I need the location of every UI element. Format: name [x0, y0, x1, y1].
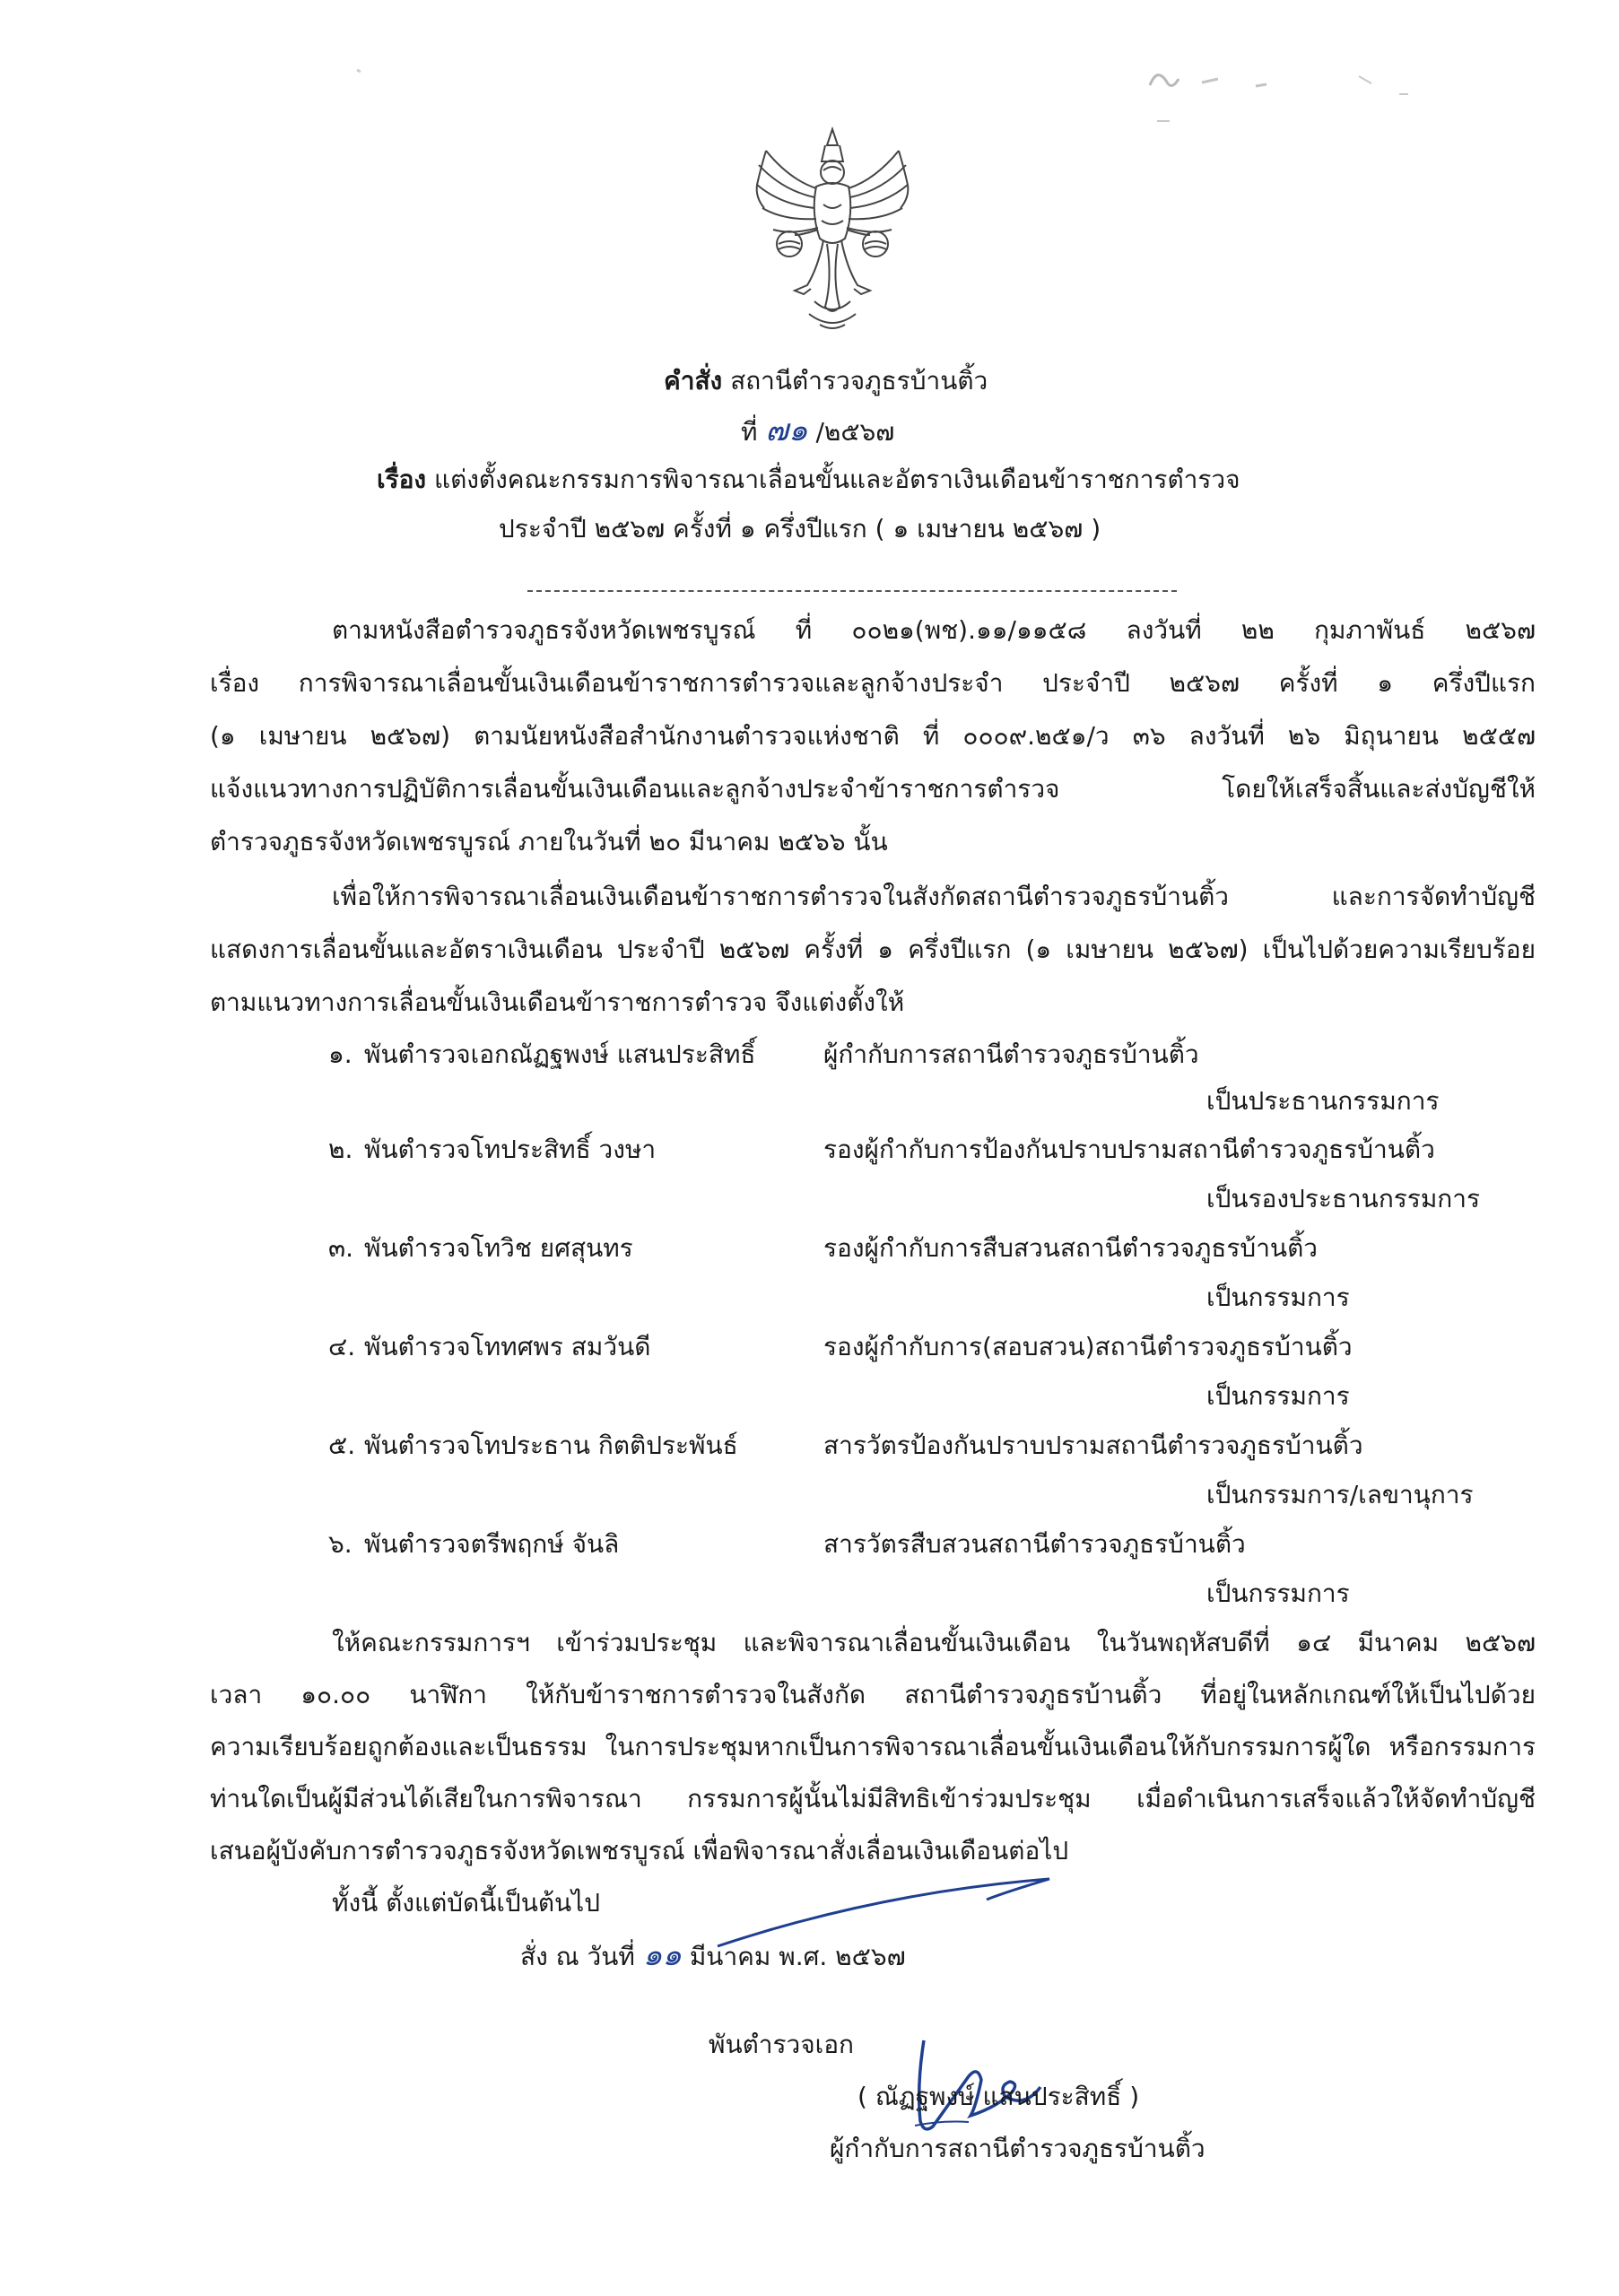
para1-line-5: ตำรวจภูธรจังหวัดเพชรบูรณ์ ภายในวันที่ ๒๐ มีนาคม ๒๕๖๖ นั้น	[210, 827, 888, 857]
member-role: เป็นกรรมการ	[1206, 1283, 1350, 1312]
garuda-emblem-icon	[752, 126, 913, 332]
member-position: รองผู้กำกับการสืบสวนสถานีตำรวจภูธรบ้านติ้ว	[823, 1233, 1318, 1263]
member-role: เป็นรองประธานกรรมการ	[1206, 1184, 1481, 1213]
member-position: สารวัตรสืบสวนสถานีตำรวจภูธรบ้านติ้ว	[823, 1529, 1246, 1559]
para3-line-2: เวลา ๑๐.๐๐ นาฬิกา ให้กับข้าราชการตำรวจในสังกัด สถานีตำรวจภูธรบ้านติ้ว ที่อยู่ในหลักเกณฑ์ให้เป็นไปด้วย	[210, 1680, 1536, 1709]
member-number: ๓.	[328, 1233, 354, 1263]
para2-line-3: ตามแนวทางการเลื่อนขั้นเงินเดือนข้าราชการตำรวจ จึงแต่งตั้งให้	[210, 987, 905, 1017]
member-role: เป็นกรรมการ/เลขานุการ	[1206, 1480, 1474, 1509]
member-position: ผู้กำกับการสถานีตำรวจภูธรบ้านติ้ว	[823, 1039, 1199, 1069]
order-number-prefix: ที่	[741, 417, 758, 447]
member-name: พันตำรวจเอกณัฏฐพงษ์ แสนประสิทธิ์	[364, 1039, 756, 1069]
order-date-handwritten: ๑๑	[642, 1937, 682, 1973]
order-date-prefix: สั่ง ณ วันที่	[520, 1942, 635, 1971]
member-name: พันตำรวจโทวิช ยศสุนทร	[364, 1233, 633, 1263]
member-position: รองผู้กำกับการ(สอบสวน)สถานีตำรวจภูธรบ้านติ้ว	[823, 1332, 1353, 1361]
member-name: พันตำรวจตรีพฤกษ์ จันลิ	[364, 1529, 620, 1559]
para3-line-1: ให้คณะกรรมการฯ เข้าร่วมประชุม และพิจารณาเลื่อนขั้นเงินเดือน ในวันพฤหัสบดีที่ ๑๔ มีนาคม ๒๕๖๗	[332, 1628, 1536, 1657]
member-position: รองผู้กำกับการป้องกันปราบปรามสถานีตำรวจภูธรบ้านติ้ว	[823, 1135, 1435, 1164]
signatory-position: ผู้กำกับการสถานีตำรวจภูธรบ้านติ้ว	[830, 2134, 1206, 2163]
signatory-name: ( ณัฏฐพงษ์ แสนประสิทธิ์ )	[857, 2082, 1140, 2111]
para3-line-3: ความเรียบร้อยถูกต้องและเป็นธรรม ในการประชุมหากเป็นการพิจารณาเลื่อนขั้นเงินเดือนให้กับกรรมการผู้ใด หรือกรรมการ	[210, 1732, 1536, 1761]
member-number: ๑.	[328, 1039, 353, 1069]
effective-statement: ทั้งนี้ ตั้งแต่บัดนี้เป็นต้นไป	[332, 1888, 601, 1918]
member-role: เป็นกรรมการ	[1206, 1381, 1350, 1411]
para2-line-2: แสดงการเลื่อนขั้นและอัตราเงินเดือน ประจำปี ๒๕๖๗ ครั้งที่ ๑ ครึ่งปีแรก (๑ เมษายน ๒๕๖๗) เป็นไปด้วยความเรียบร้อย	[210, 935, 1536, 964]
subject-label: เรื่อง	[377, 465, 427, 494]
member-name: พันตำรวจโทประธาน กิตติประพันธ์	[364, 1431, 738, 1460]
member-name: พันตำรวจโทประสิทธิ์ วงษา	[364, 1135, 657, 1164]
para3-line-4: ท่านใดเป็นผู้มีส่วนได้เสียในการพิจารณา กรรมการผู้นั้นไม่มีสิทธิเข้าร่วมประชุม เมื่อดำเนินการเสร็จแล้วให้จัดทำบัญชี	[210, 1784, 1536, 1813]
para1-line-3: (๑ เมษายน ๒๕๖๗) ตามนัยหนังสือสำนักงานตำรวจแห่งชาติ ที่ ๐๐๐๙.๒๕๑/ว ๓๖ ลงวันที่ ๒๖ มิถุนายน ๒๕๕๗	[210, 721, 1536, 751]
para1-line-1: ตามหนังสือตำรวจภูธรจังหวัดเพชรบูรณ์ ที่ ๐๐๒๑(พช).๑๑/๑๑๕๘ ลงวันที่ ๒๒ กุมภาพันธ์ ๒๕๖๗	[332, 615, 1536, 645]
signatory-rank: พันตำรวจเอก	[709, 2030, 855, 2059]
order-date-suffix: มีนาคม พ.ศ. ๒๕๖๗	[689, 1942, 906, 1971]
member-number: ๒.	[328, 1135, 353, 1164]
member-position: สารวัตรป้องกันปราบปรามสถานีตำรวจภูธรบ้านติ้ว	[823, 1431, 1363, 1460]
order-header	[664, 363, 988, 399]
subject-line-1	[377, 462, 1240, 498]
order-number	[741, 413, 894, 450]
subject-line-2: ประจำปี ๒๕๖๗ ครั้งที่ ๑ ครึ่งปีแรก ( ๑ เมษายน ๒๕๖๗ )	[499, 514, 1101, 544]
order-number-suffix: /๒๕๖๗	[815, 417, 895, 447]
member-role: เป็นประธานกรรมการ	[1206, 1086, 1440, 1116]
para3-line-5: เสนอผู้บังคับการตำรวจภูธรจังหวัดเพชรบูรณ์ เพื่อพิจารณาสั่งเลื่อนเงินเดือนต่อไป	[210, 1836, 1069, 1866]
member-name: พันตำรวจโททศพร สมวันดี	[364, 1332, 651, 1361]
para1-line-4: แจ้งแนวทางการปฏิบัติการเลื่อนขั้นเงินเดือนและลูกจ้างประจำข้าราชการตำรวจ โดยให้เสร็จสิ้นและส่งบัญชีให้	[210, 774, 1536, 804]
member-number: ๖.	[328, 1529, 353, 1559]
issuer-name: สถานีตำรวจภูธรบ้านติ้ว	[730, 366, 988, 396]
subject-text-1: แต่งตั้งคณะกรรมการพิจารณาเลื่อนขั้นและอัตราเงินเดือนข้าราชการตำรวจ	[434, 465, 1240, 494]
member-number: ๔.	[328, 1332, 356, 1361]
para2-line-1: เพื่อให้การพิจารณาเลื่อนเงินเดือนข้าราชการตำรวจในสังกัดสถานีตำรวจภูธรบ้านติ้ว และการจัดทำบัญชี	[332, 882, 1536, 911]
order-label: คำสั่ง	[664, 366, 723, 396]
member-role: เป็นกรรมการ	[1206, 1578, 1350, 1608]
order-number-handwritten: ๗๑	[765, 413, 808, 448]
header-divider	[527, 590, 1177, 592]
para1-line-2: เรื่อง การพิจารณาเลื่อนขั้นเงินเดือนข้าราชการตำรวจและลูกจ้างประจำ ประจำปี ๒๕๖๗ ครั้งที่ ๑ ครึ่งปีแรก	[210, 668, 1536, 698]
member-number: ๕.	[328, 1431, 356, 1460]
